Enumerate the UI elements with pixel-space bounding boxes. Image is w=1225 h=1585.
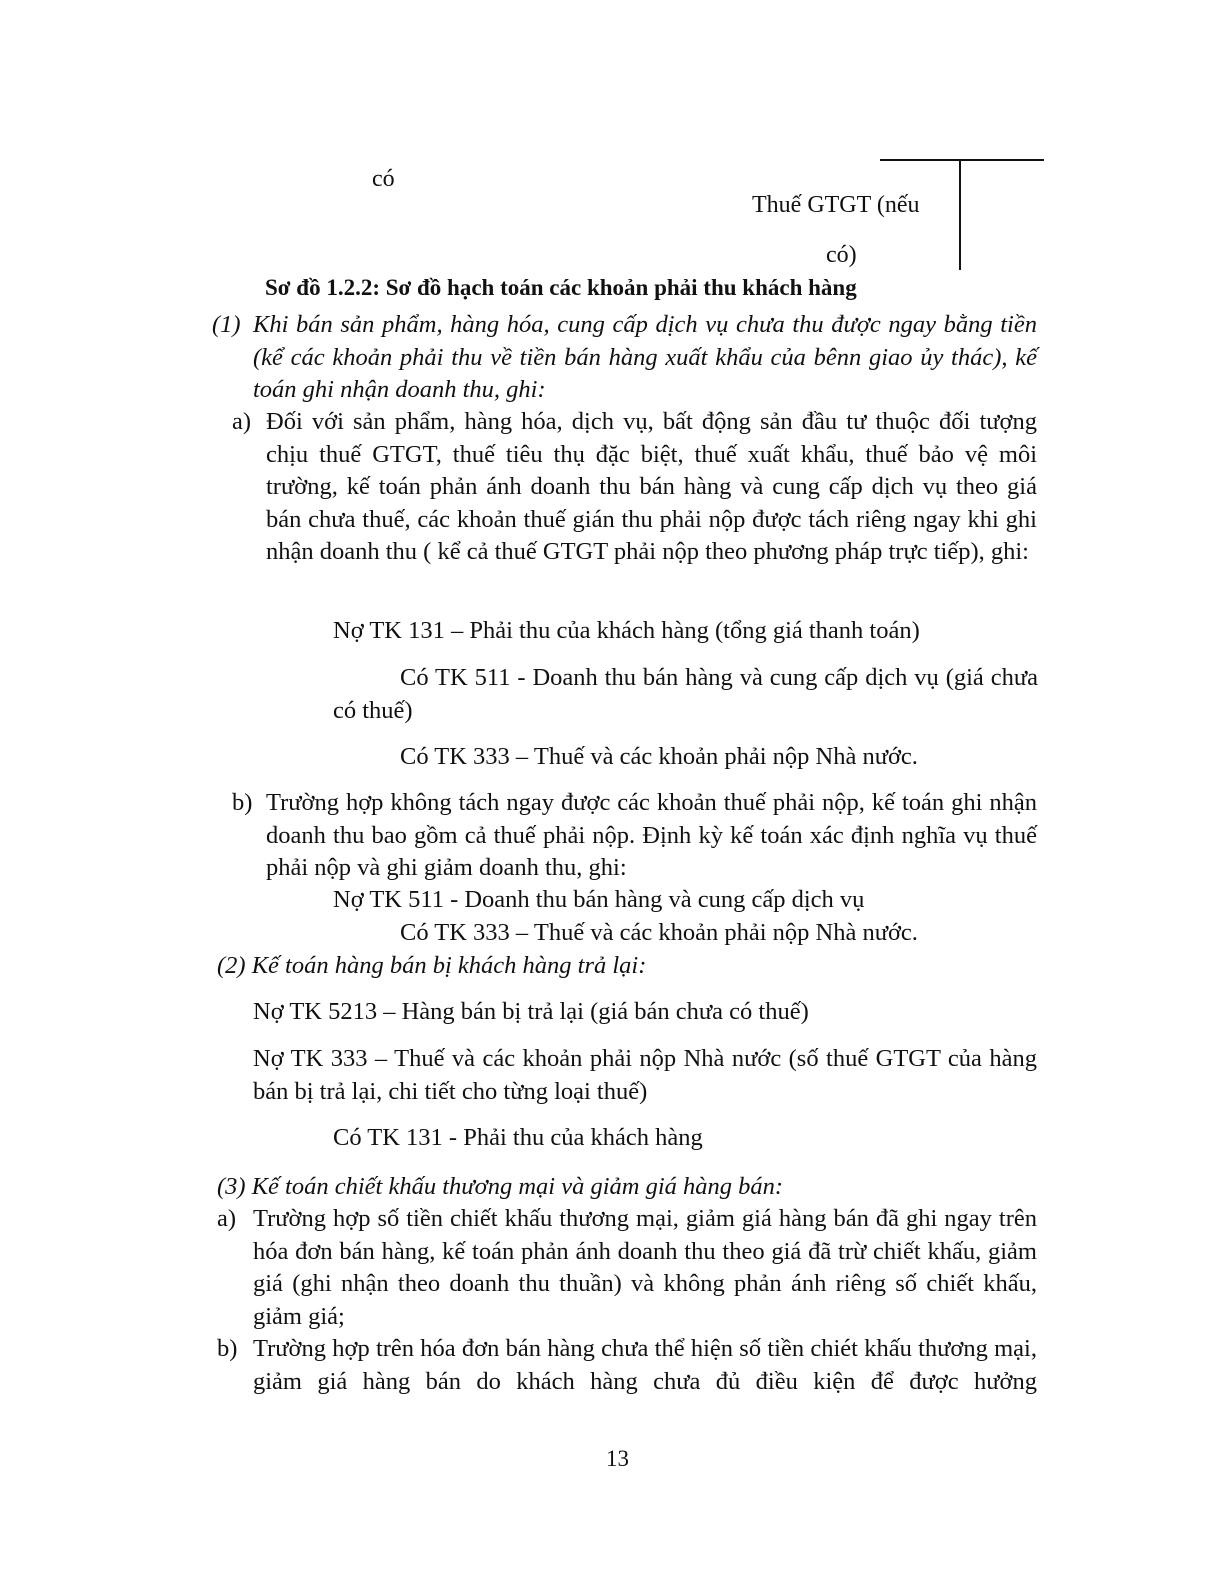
item2-entry-debit-333: Nợ TK 333 – Thuế và các khoản phải nộp Nhà nước (số thuế GTGT của hàng bán bị trả lại, chi tiết cho từng loại thuế): [253, 1045, 1037, 1105]
item1a-entry-credit-333: Có TK 333 – Thuế và các khoản phải nộp Nhà nước.: [400, 743, 918, 770]
item1a-entry-credit-511: Có TK 511 - Doanh thu bán hàng và cung cấp dịch vụ (giá chưa có thuế): [333, 664, 1038, 724]
page-number: 13: [606, 1446, 629, 1471]
item2-heading: (2) Kế toán hàng bán bị khách hàng trả lại:: [217, 952, 647, 979]
item1b-text: Trường hợp không tách ngay được các khoản thuế phải nộp, kế toán ghi nhận doanh thu bao gồm cả thuế phải nộp. Định kỳ kế toán xác định nghĩa vụ thuế phải nộp và ghi giảm doanh thu, ghi:: [266, 789, 1037, 881]
item1-number: (1): [212, 311, 241, 338]
item1a-entry-debit: Nợ TK 131 – Phải thu của khách hàng (tổng giá thanh toán): [333, 617, 920, 644]
diagram-label-co: có: [372, 166, 395, 192]
item3b-label: b): [217, 1335, 238, 1362]
item1b-entry-credit: Có TK 333 – Thuế và các khoản phải nộp Nhà nước.: [400, 919, 918, 946]
item1b-entry-debit: Nợ TK 511 - Doanh thu bán hàng và cung cấp dịch vụ: [333, 886, 865, 913]
item1b-label: b): [232, 789, 253, 816]
item3a-label: a): [217, 1205, 237, 1232]
diagram-label-vat-cont: có): [826, 242, 857, 268]
diagram-vertical-line: [959, 160, 961, 270]
item3b-text: Trường hợp trên hóa đơn bán hàng chưa thể hiện số tiền chiét khấu thương mại, giảm giá hàng bán do khách hàng chưa đủ điều kiện để được hưởng: [253, 1335, 1037, 1395]
diagram-label-vat: Thuế GTGT (nếu: [752, 192, 920, 218]
item1-text: Khi bán sản phẩm, hàng hóa, cung cấp dịch vụ chưa thu được ngay bằng tiền (kể các khoản phải thu về tiền bán hàng xuất khẩu của bênn giao ủy thác), kế toán ghi nhận doanh thu, ghi:: [253, 311, 1037, 403]
item2-entry-credit-131: Có TK 131 - Phải thu của khách hàng: [333, 1124, 703, 1151]
diagram-caption: Sơ đồ 1.2.2: Sơ đồ hạch toán các khoản phải thu khách hàng: [265, 275, 857, 300]
item1a-text: Đối với sản phẩm, hàng hóa, dịch vụ, bất động sản đầu tư thuộc đối tượng chịu thuế GTGT, thuế tiêu thụ đặc biệt, thuế xuất khẩu, thuế bảo vệ môi trường, kế toán phản ánh doanh thu bán hàng và cung cấp dịch vụ theo giá bán chưa thuế, các khoản thuế gián thu phải nộp được tách riêng ngay khi ghi nhận doanh thu ( kể cả thuế GTGT phải nộp theo phương pháp trực tiếp), ghi:: [266, 408, 1037, 565]
item3a-text: Trường hợp số tiền chiết khấu thương mại, giảm giá hàng bán đã ghi ngay trên hóa đơn bán hàng, kế toán phản ánh doanh thu theo giá đã trừ chiết khấu, giảm giá (ghi nhận theo doanh thu thuần) và không phản ánh riêng số chiết khấu, giảm giá;: [253, 1205, 1037, 1330]
item3-heading: (3) Kế toán chiết khấu thương mại và giảm giá hàng bán:: [217, 1173, 784, 1200]
diagram-horizontal-line: [880, 159, 1044, 161]
item2-entry-debit-5213: Nợ TK 5213 – Hàng bán bị trả lại (giá bán chưa có thuế): [253, 998, 809, 1025]
item1a-label: a): [232, 408, 252, 435]
